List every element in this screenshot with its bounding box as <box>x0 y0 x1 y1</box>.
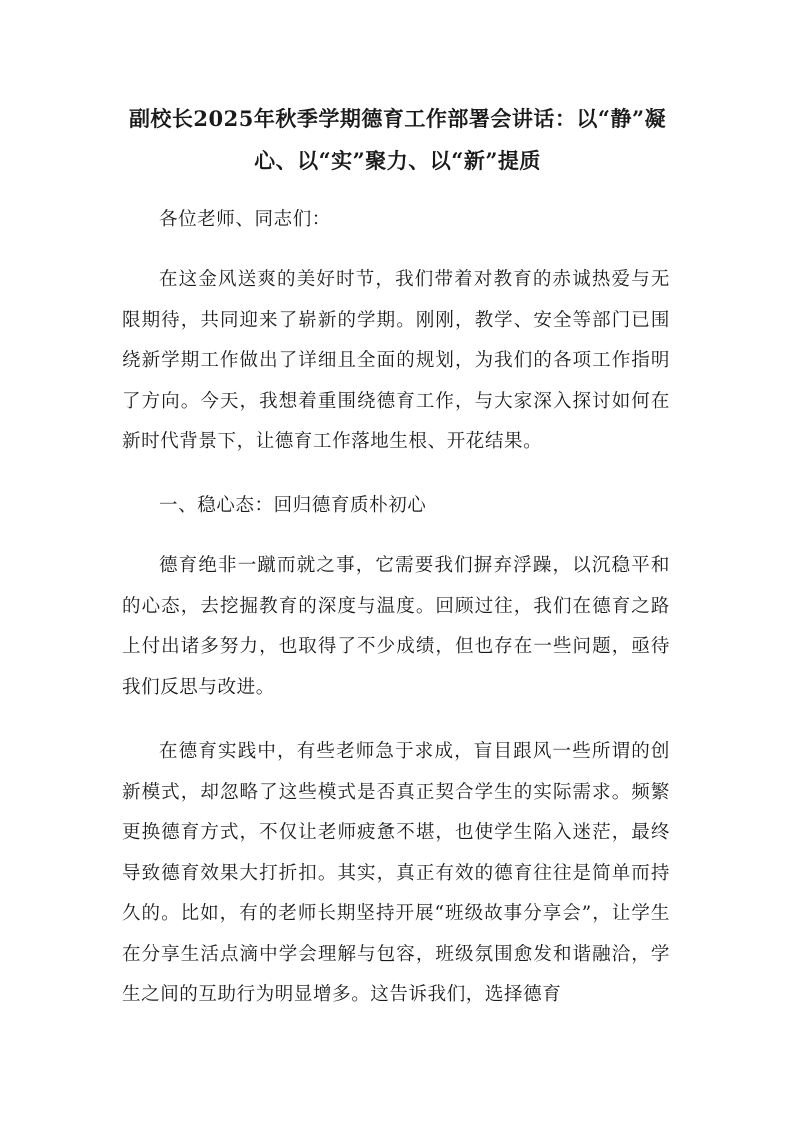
section-heading-1: 一、稳心态：回归德育质朴初心 <box>159 495 427 516</box>
paragraph-section1-2: 在德育实践中，有些老师急于求成，盲目跟风一些所谓的创新模式，却忽略了这些模式是否真正契合学生的实际需求。频繁更换德育方式，不仅让老师疲惫不堪，也使学生陷入迷茫，最终导致德育效果大打折扣。其实，真正有效的德育往往是简单而持久的。比如，有的老师长期坚持开展“班级故事分享会”，让学生在分享生活点滴中学会理解与包容，班级氛围愈发和谐融洽，学生之间的互助行为明显增多。这告诉我们，选择德育 <box>122 741 670 1005</box>
paragraph-intro: 在这金风送爽的美好时节，我们带着对教育的赤诚热爱与无限期待，共同迎来了崭新的学期。刚刚，教学、安全等部门已围绕新学期工作做出了详细且全面的规划，为我们的各项工作指明了方向。今天，我想着重围绕德育工作，与大家深入探讨如何在新时代背景下，让德育工作落地生根、开花结果。 <box>122 269 670 452</box>
paragraph-section1-1: 德育绝非一蹴而就之事，它需要我们摒弃浮躁，以沉稳平和的心态，去挖掘教育的深度与温度。回顾过往，我们在德育之路上付出诸多努力，也取得了不少成绩，但也存在一些问题，亟待我们反思与改进。 <box>122 555 670 698</box>
salutation: 各位老师、同志们： <box>159 209 331 230</box>
document-title: 副校长2025年秋季学期德育工作部署会讲话：以“静”凝心、以“实”聚力、以“新”提质 <box>128 106 667 173</box>
